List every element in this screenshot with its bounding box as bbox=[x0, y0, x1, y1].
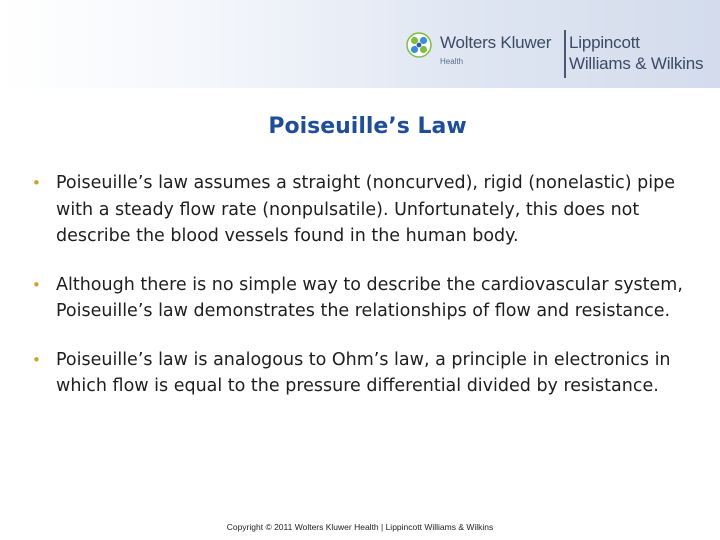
bullet-marker-icon: • bbox=[32, 174, 41, 192]
wolters-kluwer-logo-icon bbox=[406, 32, 432, 58]
bullet-text: Although there is no simple way to describe the cardiovascular system, Poiseuille’s law demonstrates the relationships of flow and resistance. bbox=[56, 274, 683, 321]
bullet-marker-icon: • bbox=[32, 350, 41, 369]
logo-brand-primary: Wolters Kluwer bbox=[440, 33, 552, 52]
bullet-text: Poiseuille’s law is analogous to Ohm’s law, a principle in electronics in which flow is equal to the pressure differential divided by resistance. bbox=[56, 349, 671, 396]
bullet-item bbox=[30, 272, 710, 325]
logo-partner-line-2: Williams & Wilkins bbox=[569, 54, 704, 73]
logo-partner-line-1: Lippincott bbox=[569, 33, 640, 52]
slide-title: Poiseuille’s Law bbox=[268, 114, 467, 139]
bullet-marker-icon: • bbox=[32, 275, 41, 294]
bullet-text: Poiseuille’s law assumes a straight (noncurved), rigid (nonelastic) pipe with a steady flow rate (nonpulsatile). Unfortunately, this does not describe the blood vessels found in the human body. bbox=[56, 173, 676, 246]
logo-divider bbox=[564, 30, 566, 78]
logo-brand-sub: Health bbox=[440, 57, 464, 66]
header-band bbox=[0, 0, 720, 88]
copyright-footer: Copyright © 2011 Wolters Kluwer Health | Lippincott Williams & Wilkins bbox=[226, 522, 494, 532]
bullet-list bbox=[30, 170, 710, 422]
bullet-item bbox=[30, 170, 710, 250]
bullet-item bbox=[30, 347, 710, 400]
